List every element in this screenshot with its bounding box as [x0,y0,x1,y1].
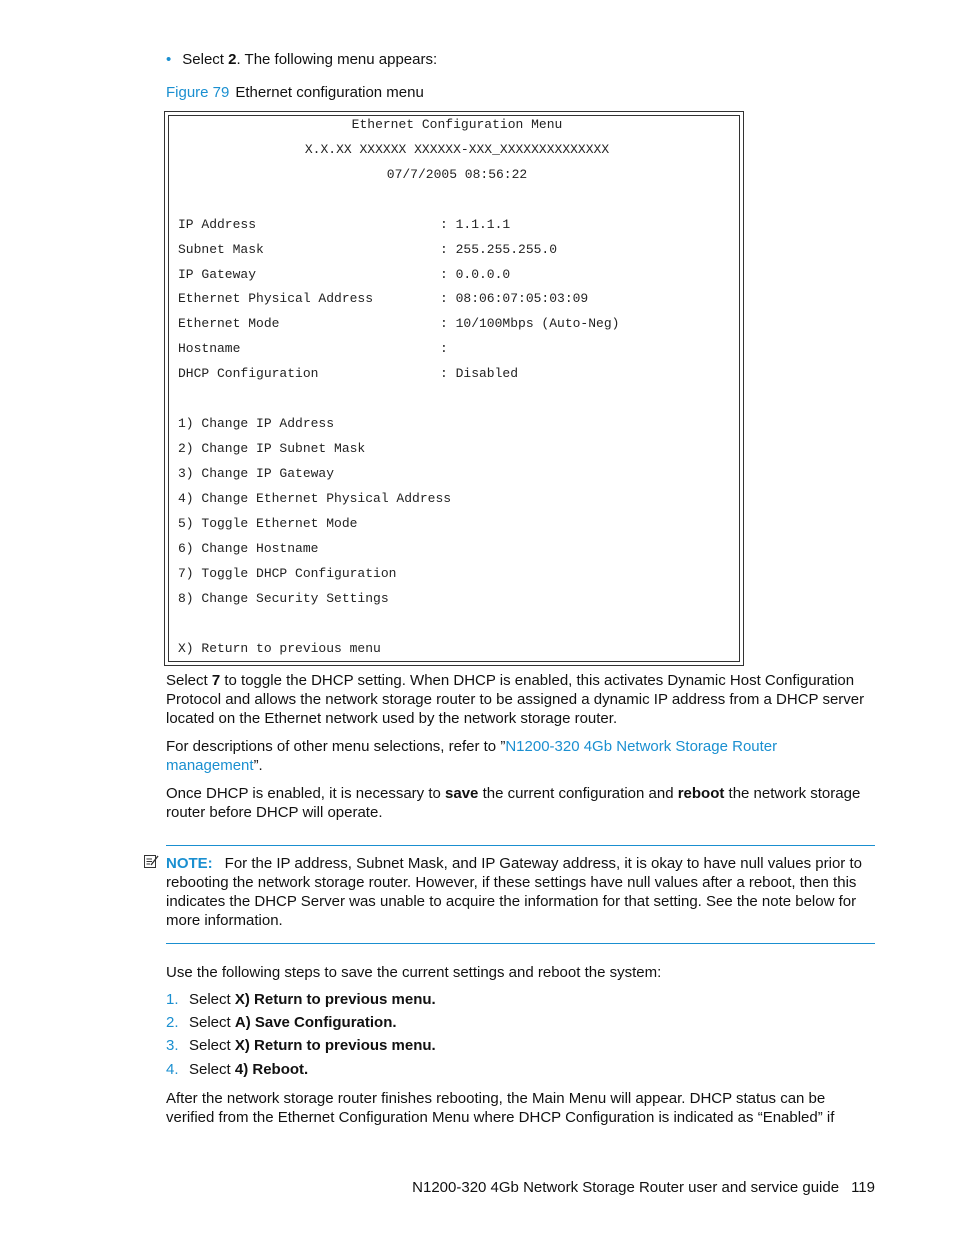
field-value-subnet-mask: : 255.255.255.0 [440,242,558,257]
field-value-physical-address: : 08:06:07:05:03:09 [440,291,589,306]
menu-option-8: 8) Change Security Settings [178,591,389,606]
figure-label: Figure 79 [166,84,230,101]
figure-title: Ethernet configuration menu [235,84,424,101]
note-icon [143,853,159,869]
field-value-ip-address: : 1.1.1.1 [440,217,511,232]
management-link-continued[interactable]: management [166,757,254,774]
figure-caption [166,84,424,101]
menu-option-return: X) Return to previous menu [178,641,381,656]
menu-title: Ethernet Configuration Menu [351,117,563,132]
field-value-dhcp: : Disabled [440,366,519,381]
step-3: 3. Select X) Return to previous menu. [166,1037,436,1054]
footer-title: N1200-320 4Gb Network Storage Router user and service guide [412,1179,840,1196]
menu-option-6: 6) Change Hostname [178,541,319,556]
field-label-subnet-mask: Subnet Mask [178,242,264,257]
menu-option-4: 4) Change Ethernet Physical Address [178,491,452,506]
field-value-ethernet-mode: : 10/100Mbps (Auto-Neg) [440,316,620,331]
management-link[interactable]: N1200-320 4Gb Network Storage Router [505,738,778,755]
page-footer [412,1179,875,1196]
field-label-ip-address: IP Address [178,217,257,232]
after-reboot-paragraph: After the network storage router finishes rebooting, the Main Menu will appear. DHCP status can be verified from the Ethernet Configuration Menu where DHCP Configuration is indicated as “Enabled” if [166,1090,835,1126]
menu-datetime: 07/7/2005 08:56:22 [386,167,528,182]
step-4: 4. Select 4) Reboot. [166,1061,309,1078]
field-value-ip-gateway: : 0.0.0.0 [440,267,511,282]
step-1: 1. Select X) Return to previous menu. [166,991,436,1008]
field-label-ip-gateway: IP Gateway [178,267,257,282]
field-label-ethernet-mode: Ethernet Mode [178,316,280,331]
note-label: NOTE: [166,855,213,872]
note-bottom-rule [166,943,875,944]
bullet-item: • Select 2. The following menu appears: [166,51,438,68]
save-reboot-paragraph: Once DHCP is enabled, it is necessary to save the current configuration and reboot the network storage router before DHCP will operate. [166,785,861,821]
dhcp-paragraph: Select 7 to toggle the DHCP setting. When DHCP is enabled, this activates Dynamic Host Configuration Protocol and allows the network storage router to be assigned a dynamic IP address from a DHCP server located on the Ethernet network used by the network storage router. [166,672,865,727]
field-label-physical-address: Ethernet Physical Address [178,291,374,306]
note-block: NOTE: For the IP address, Subnet Mask, and IP Gateway address, it is okay to have null values prior to rebooting the network storage router. However, if these settings have null values after a reboot, then this indicates the DHCP Server was unable to acquire the information for that setting. See the note below for more information. [166,855,862,929]
reference-paragraph: For descriptions of other menu selections, refer to ”N1200-320 4Gb Network Storage Router management”. [166,738,778,774]
menu-option-3: 3) Change IP Gateway [178,466,335,481]
note-top-rule [166,845,875,846]
field-label-dhcp: DHCP Configuration [178,366,319,381]
steps-intro: Use the following steps to save the current settings and reboot the system: [166,964,662,981]
menu-option-2: 2) Change IP Subnet Mask [178,441,366,456]
field-label-hostname: Hostname [178,341,241,356]
menu-option-7: 7) Toggle DHCP Configuration [178,566,397,581]
menu-option-5: 5) Toggle Ethernet Mode [178,516,358,531]
page-number: 119 [851,1179,875,1196]
field-value-hostname: : [440,341,448,356]
terminal-menu-frame [164,111,744,666]
menu-option-1: 1) Change IP Address [178,416,335,431]
menu-version: X.X.XX XXXXXX XXXXXX-XXX_XXXXXXXXXXXXXX [304,142,610,157]
bullet-icon: • [166,51,172,68]
step-2: 2. Select A) Save Configuration. [166,1014,397,1031]
